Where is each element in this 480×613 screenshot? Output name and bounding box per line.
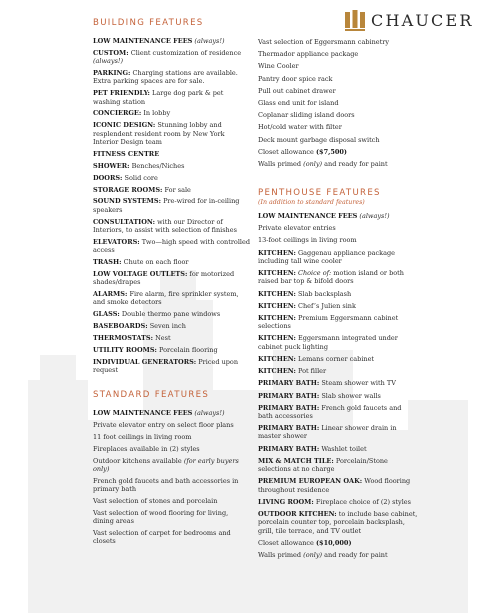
penthouse-feature-item: PRIMARY BATH: French gold faucets and bath accessories xyxy=(258,403,402,420)
penthouse-feature-item: MIX & MATCH TILE: Porcelain/Stone selections at no charge xyxy=(258,456,388,474)
standard-feature-item: Vast selection of stones and porcelain xyxy=(93,496,218,505)
building-feature-item: THERMOSTATS: Nest xyxy=(93,334,171,342)
building-feature-item: CUSTOM: Client customization of residence (always!) xyxy=(93,48,242,66)
building-features-list xyxy=(93,37,251,374)
building-feature-item: UTILITY ROOMS: Porcelain flooring xyxy=(93,345,218,354)
penthouse-feature-item: PRIMARY BATH: Washlet toilet xyxy=(258,444,367,453)
building-feature-item: PARKING: Charging stations are available. Extra parking spaces are for sale. xyxy=(93,69,238,86)
building-feature-item: SHOWER: Benches/Niches xyxy=(93,161,185,170)
standard-feature-item: French gold faucets and bath accessories in primary bath xyxy=(93,476,239,494)
building-feature-item: CONCIERGE: In lobby xyxy=(93,109,171,118)
brand-logo xyxy=(344,9,474,31)
building-feature-item: CONSULTATION: with our Director of Interiors, to assist with selection of finishes xyxy=(93,217,237,234)
right-column xyxy=(258,38,418,563)
walls-primed-standard: Walls primed (only) and ready for paint xyxy=(258,159,388,168)
penthouse-feature-item: KITCHEN: Lemans corner cabinet xyxy=(258,354,375,363)
penthouse-feature-item: Private elevator entries xyxy=(258,224,336,233)
standard-feature-item: Vast selection of Eggersmann cabinetry xyxy=(258,38,389,46)
standard-feature-item: LOW MAINTENANCE FEES (always!) xyxy=(93,408,225,417)
building-feature-item: SOUND SYSTEMS: Pre-wired for in-ceiling speakers xyxy=(93,197,240,214)
penthouse-feature-item: KITCHEN: Pot filler xyxy=(258,367,327,376)
standard-feature-item: Outdoor kitchens available (for early buyers only) xyxy=(93,456,239,473)
penthouse-feature-item: KITCHEN: Slab backsplash xyxy=(258,289,352,298)
standard-feature-item: 11 foot ceilings in living room xyxy=(93,432,192,441)
building-feature-item: ELEVATORS: Two—high speed with controlled access xyxy=(93,237,251,255)
penthouse-feature-item: PRIMARY BATH: Linear shower drain in master shower xyxy=(258,424,397,441)
building-feature-item: FITNESS CENTRE xyxy=(93,149,160,158)
building-feature-item: BASEBOARDS: Seven inch xyxy=(93,322,186,331)
standard-feature-item: Wine Cooler xyxy=(258,62,299,71)
penthouse-feature-item: LOW MAINTENANCE FEES (always!) xyxy=(258,212,390,221)
standard-feature-item: Private elevator entry on select floor plans xyxy=(93,420,234,429)
standard-feature-item: Hot/cold water with filter xyxy=(258,123,342,132)
penthouse-feature-item: KITCHEN: Gaggenau appliance package including tall wine cooler xyxy=(258,248,396,265)
standard-feature-item: Glass end unit for island xyxy=(258,98,339,107)
standard-feature-item: Coplanar sliding island doors xyxy=(258,111,355,120)
penthouse-feature-item: KITCHEN: Premium Eggersmann cabinet selections xyxy=(258,313,399,331)
standard-feature-item: Vast selection of wood flooring for living, dining areas xyxy=(93,508,229,526)
building-feature-item: DOORS: Solid core xyxy=(93,173,158,182)
standard-feature-item: Vast selection of carpet for bedrooms and closets xyxy=(93,528,231,546)
standard-feature-item: Thermador appliance package xyxy=(258,50,359,59)
closet-allowance-standard: Closet allowance ($7,500) xyxy=(258,147,347,156)
penthouse-feature-item: PRIMARY BATH: Slab shower walls xyxy=(258,391,381,400)
standard-feature-item: Pantry door spice rack xyxy=(258,74,333,83)
standard-features-title: STANDARD FEATURES xyxy=(93,389,210,400)
building-feature-item: TRASH: Chute on each floor xyxy=(93,257,189,266)
penthouse-feature-item: OUTDOOR KITCHEN: to include base cabinet, porcelain counter top, porcelain backsplash, grill, tile terrace, and TV outlet xyxy=(258,510,418,535)
building-feature-item: PET FRIENDLY: Large dog park & pet washing station xyxy=(93,89,224,106)
building-feature-item: ICONIC DESIGN: Stunning lobby and resplendent resident room by New York Interior Design team xyxy=(93,121,225,146)
standard-features-list xyxy=(93,409,251,546)
building-feature-item: STORAGE ROOMS: For sale xyxy=(93,185,191,194)
standard-feature-item: Fireplaces available in (2) styles xyxy=(93,444,200,453)
penthouse-features-title: PENTHOUSE FEATURES xyxy=(258,188,381,199)
walls-primed-penthouse: Walls primed (only) and ready for paint xyxy=(258,550,388,559)
penthouse-feature-item: LIVING ROOM: Fireplace choice of (2) styles xyxy=(258,497,411,506)
building-feature-item: LOW MAINTENANCE FEES (always!) xyxy=(93,37,225,45)
left-column xyxy=(93,18,251,549)
brand-name: CHAUCER xyxy=(371,10,474,30)
penthouse-feature-item: PREMIUM EUROPEAN OAK: Wood flooring throughout residence xyxy=(258,477,411,494)
building-feature-item: LOW VOLTAGE OUTLETS: for motorized shades/drapes xyxy=(93,269,235,287)
building-feature-item: GLASS: Double thermo pane windows xyxy=(93,310,221,319)
penthouse-features-list xyxy=(258,212,418,535)
penthouse-feature-item: KITCHEN: Chef’s Julien sink xyxy=(258,301,356,310)
penthouse-feature-item: KITCHEN: Eggersmann integrated under cabinet puck lighting xyxy=(258,334,398,351)
penthouse-feature-item: KITCHEN: Choice of: motion island or both raised bar top & bifold doors xyxy=(258,269,404,286)
building-feature-item: ALARMS: Fire alarm, fire sprinkler system, and smoke detectors xyxy=(93,290,239,307)
penthouse-feature-item: PRIMARY BATH: Steam shower with TV xyxy=(258,379,396,388)
standard-feature-item: Pull out cabinet drawer xyxy=(258,86,336,95)
closet-allowance-penthouse: Closet allowance ($10,000) xyxy=(258,538,352,547)
penthouse-feature-item: 13-foot ceilings in living room xyxy=(258,236,357,245)
standard-features-continued-list xyxy=(258,38,418,144)
standard-feature-item: Deck mount garbage disposal switch xyxy=(258,135,380,144)
building-feature-item: INDIVIDUAL GENERATORS: Priced upon request xyxy=(93,357,239,375)
chaucer-logo-icon xyxy=(344,9,366,31)
penthouse-features-subtitle: (In addition to standard features) xyxy=(258,199,365,207)
building-features-title: BUILDING FEATURES xyxy=(93,18,204,28)
